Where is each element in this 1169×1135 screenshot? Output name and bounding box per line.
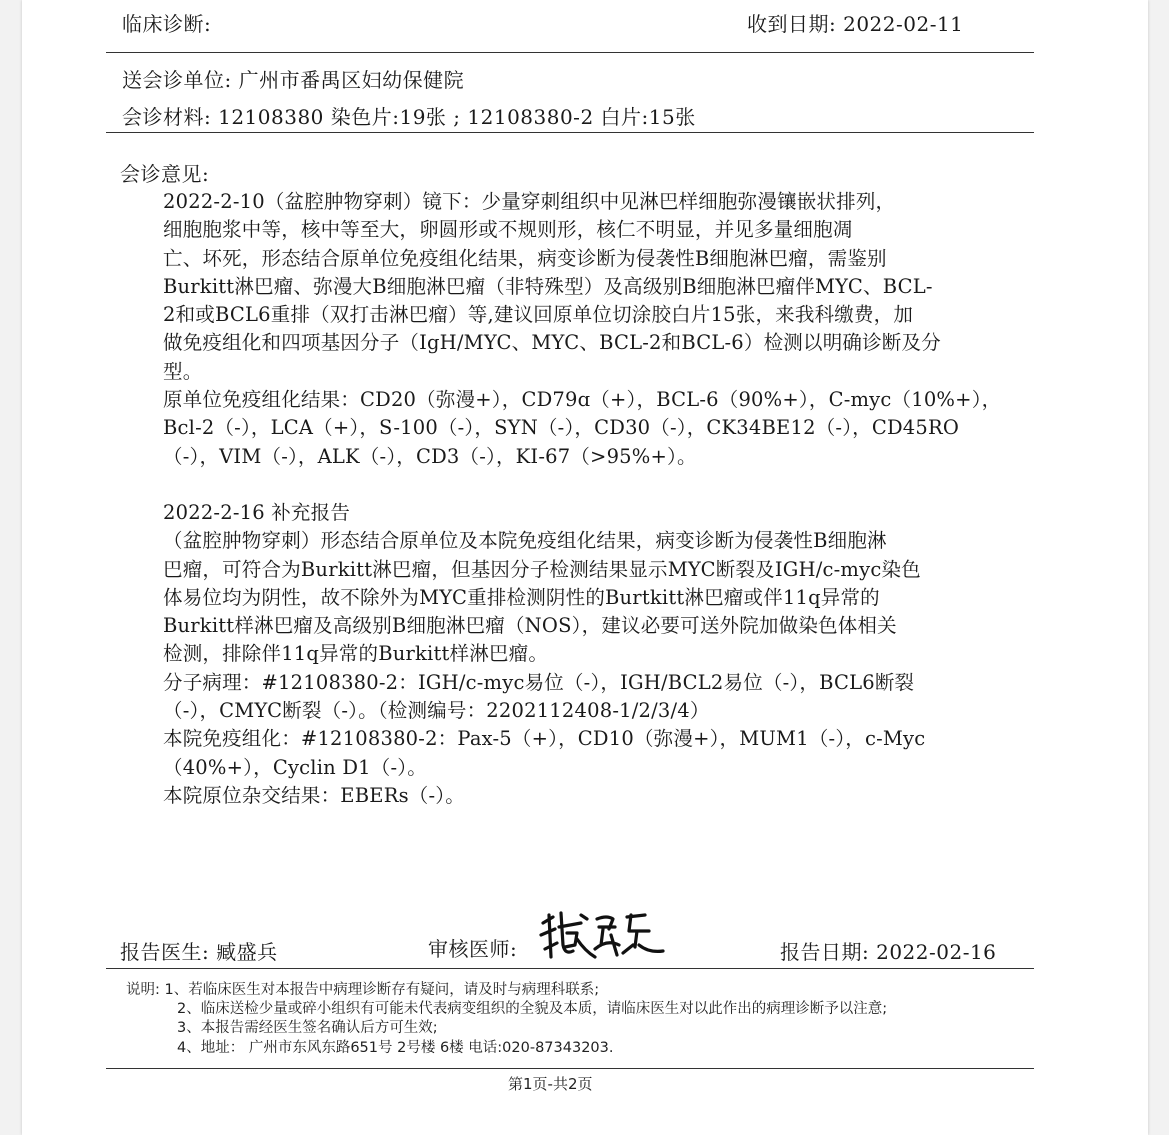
molecular-pathology-line: 分子病理：#12108380-2：IGH/c-myc易位（-），IGH/BCL2易位（-），BCL6断裂 (163, 670, 915, 694)
consultation-materials: 会诊材料: 12108380 染色片:19张 ; 12108380-2 白片:15张 (122, 105, 696, 129)
supplement-line: Burkitt样淋巴瘤及高级别B细胞淋巴瘤（NOS），建议必要可送外院加做染色体相关 (163, 614, 897, 638)
supplement-line: （盆腔肿物穿刺）形态结合原单位及本院免疫组化结果，病变诊断为侵袭性B细胞淋 (163, 529, 887, 553)
immunohistochemistry-line: 原单位免疫组化结果：CD20（弥漫+），CD79ɑ（+），BCL-6（90%+），C-myc（10%+）， (163, 388, 1002, 412)
first-report-line: 细胞胞浆中等，核中等至大，卵圆形或不规则形，核仁不明显，并见多量细胞凋 (163, 218, 853, 242)
first-report-line: 做免疫组化和四项基因分子（IgH/MYC、MYC、BCL-2和BCL-6）检测以明确诊断及分 (163, 331, 941, 355)
reviewing-doctor-label: 审核医师: (428, 937, 518, 961)
signature-divider (106, 968, 1034, 969)
report-page (22, 0, 1148, 1135)
note-line: 说明: 1、若临床医生对本报告中病理诊断存有疑问，请及时与病理科联系; (126, 982, 600, 998)
note-line: 4、地址： 广州市东风东路651号 2号楼 6楼 电话:020-87343203. (177, 1040, 614, 1056)
first-report-line: 2和或BCL6重排（双打击淋巴瘤）等,建议回原单位切涂胶白片15张，来我科缴费，加 (163, 303, 914, 327)
immunohistochemistry-line: （-），VIM（-），ALK（-），CD3（-），KI-67（>95%+）。 (163, 444, 697, 468)
in-house-ihc-line: 本院免疫组化：#12108380-2：Pax-5（+），CD10（弥漫+），MUM1（-），c-Myc (163, 727, 926, 751)
first-report-line: 2022-2-10（盆腔肿物穿刺）镜下：少量穿刺组织中见淋巴样细胞弥漫镶嵌状排列， (163, 190, 896, 213)
reviewer-signature-image (537, 905, 667, 965)
clinical-diagnosis-label: 临床诊断: (122, 12, 212, 36)
supplement-line: 巴瘤，可符合为Burkitt淋巴瘤，但基因分子检测结果显示MYC断裂及IGH/c-myc染色 (163, 557, 921, 581)
submitter-divider (106, 132, 1034, 133)
first-report (163, 188, 1013, 471)
note-line: 2、临床送检少量或碎小组织有可能未代表病变组织的全貌及本质，请临床医生对以此作出的病理诊断予以注意; (177, 1001, 888, 1017)
supplement-report (163, 499, 1013, 810)
supplement-line: 体易位均为阴性，故不除外为MYC重排检测阴性的Burtkitt淋巴瘤或伴11q异常的 (163, 585, 880, 609)
molecular-pathology-line: （-），CMYC断裂（-）。（检测编号：2202112408-1/2/3/4） (163, 699, 710, 723)
report-date: 报告日期: 2022-02-16 (780, 940, 997, 964)
in-situ-hybridization-line: 本院原位杂交结果：EBERs（-）。 (163, 783, 465, 807)
in-house-ihc-line: （40%+），Cyclin D1（-）。 (163, 755, 427, 779)
first-report-line: Burkitt淋巴瘤、弥漫大B细胞淋巴瘤（非特殊型）及高级别B细胞淋巴瘤伴MYC、BCL- (163, 274, 933, 298)
reporting-doctor: 报告医生: 臧盛兵 (120, 940, 278, 964)
received-date: 收到日期: 2022-02-11 (747, 12, 964, 36)
first-report-line: 亡、坏死，形态结合原单位免疫组化结果，病变诊断为侵袭性B细胞淋巴瘤，需鉴别 (163, 246, 887, 270)
immunohistochemistry-line: Bcl-2（-），LCA（+），S-100（-），SYN（-），CD30（-），CK34BE12（-），CD45RO (163, 416, 960, 440)
submitting-unit: 送会诊单位: 广州市番禺区妇幼保健院 (122, 68, 465, 92)
header-divider (106, 52, 1034, 53)
note-line: 3、本报告需经医生签名确认后方可生效; (177, 1020, 438, 1036)
supplement-line: 检测，排除伴11q异常的Burkitt样淋巴瘤。 (163, 642, 549, 666)
footer-divider (106, 1068, 1034, 1069)
first-report-line: 型。 (163, 359, 203, 383)
supplement-heading: 2022-2-16 补充报告 (163, 501, 351, 524)
page-indicator: 第1页-共2页 (508, 1075, 593, 1093)
opinion-heading: 会诊意见: (120, 162, 210, 186)
